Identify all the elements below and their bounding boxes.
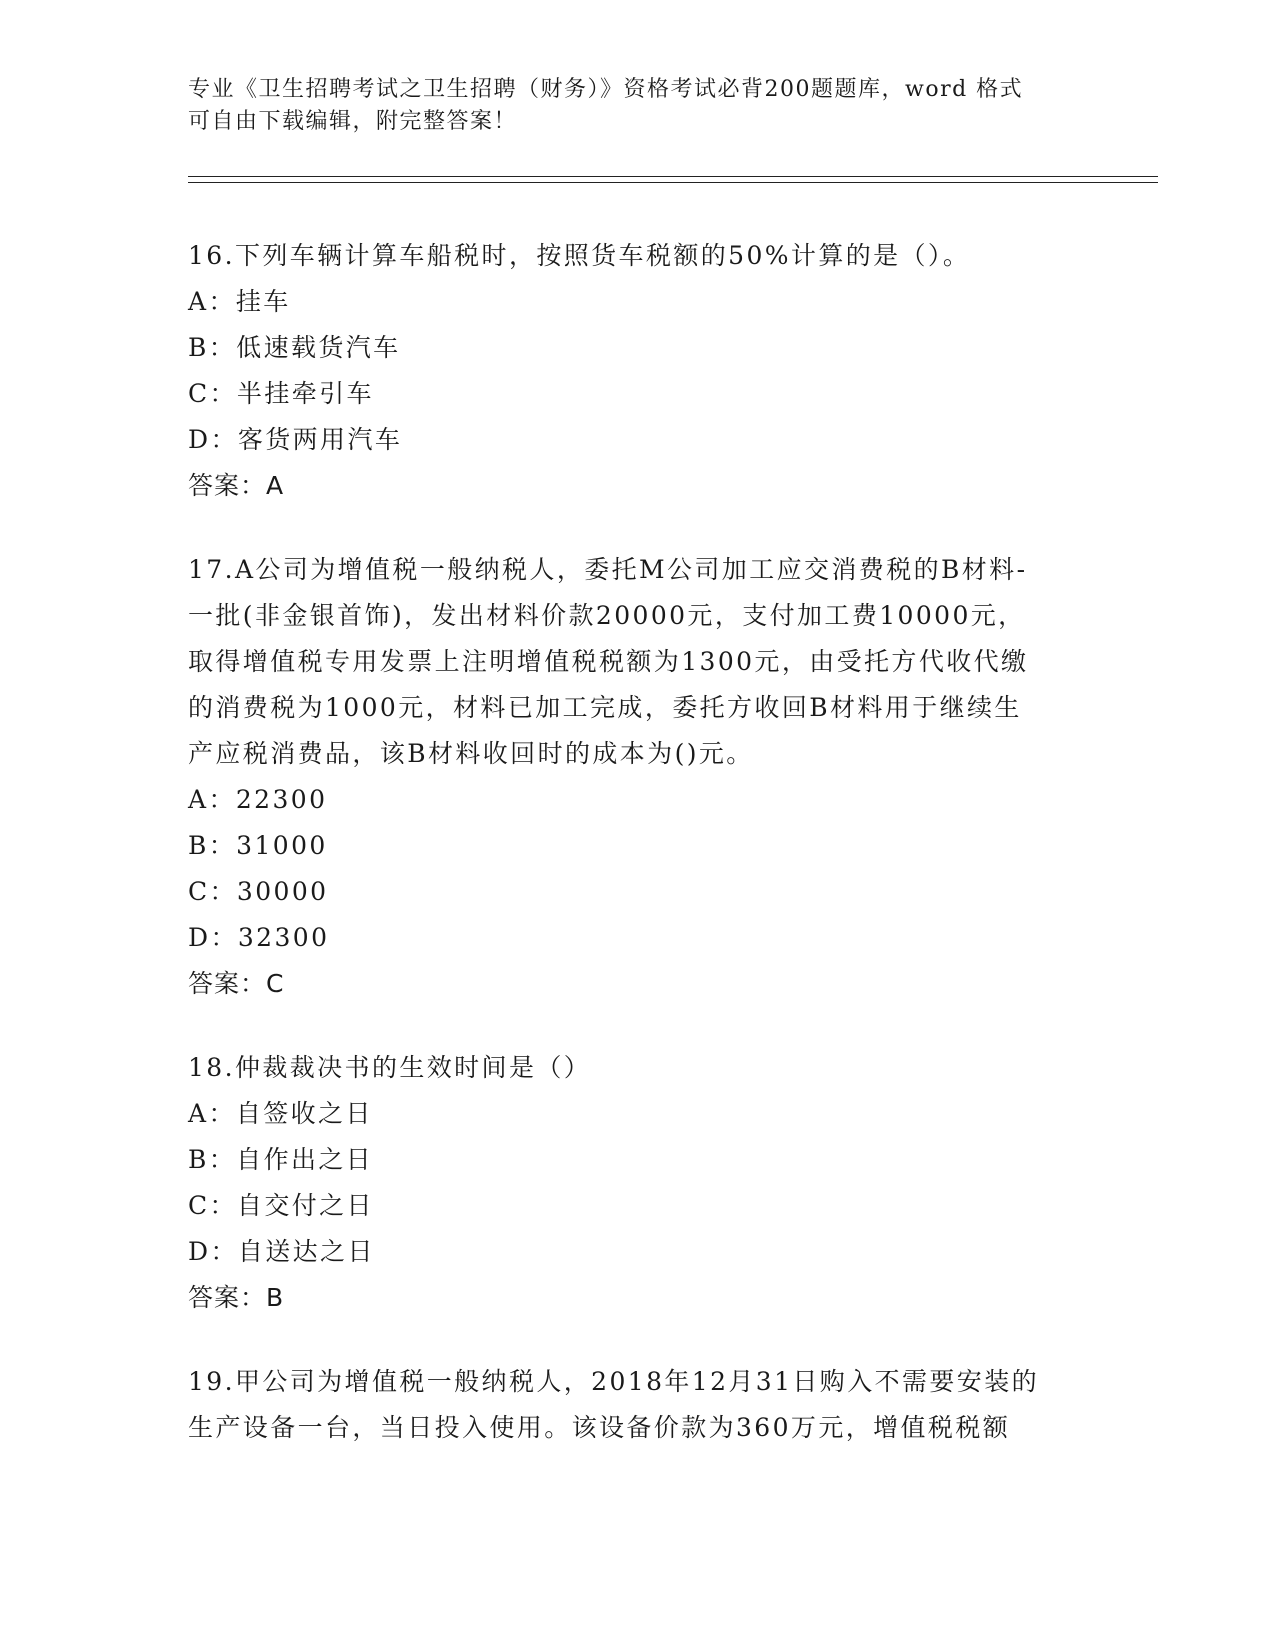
- stem-line: 取得增值税专用发票上注明增值税税额为1300元，由受托方代收代缴: [188, 647, 1029, 676]
- option-c: C：30000: [188, 877, 329, 906]
- question-stem: [188, 1359, 1088, 1451]
- stem-line: 一批(非金银首饰)，发出材料价款20000元，支付加工费10000元，: [188, 601, 1026, 630]
- question-list: [188, 233, 1088, 1489]
- question-18: [188, 1045, 1088, 1321]
- stem-line: 16.下列车辆计算车船税时，按照货车税额的50%计算的是（）。: [188, 241, 971, 270]
- question-16: [188, 233, 1088, 509]
- answer-line: 答案：A: [188, 471, 285, 500]
- option-c: C：自交付之日: [188, 1191, 374, 1220]
- stem-line: 生产设备一台，当日投入使用。该设备价款为360万元，增值税税额: [188, 1413, 1011, 1442]
- stem-line: 18.仲裁裁决书的生效时间是（）: [188, 1053, 592, 1082]
- question-stem: [188, 1045, 1088, 1091]
- option-b: B：自作出之日: [188, 1145, 374, 1174]
- option-b: B：31000: [188, 831, 328, 860]
- header-divider-bottom: [188, 182, 1158, 183]
- option-d: D：32300: [188, 923, 330, 952]
- stem-line: 的消费税为1000元，材料已加工完成，委托方收回B材料用于继续生: [188, 693, 1022, 722]
- option-a: A：挂车: [188, 287, 291, 316]
- option-d: D：客货两用汽车: [188, 425, 403, 454]
- header-divider-top: [188, 176, 1158, 177]
- option-a: A：22300: [188, 785, 328, 814]
- option-a: A：自签收之日: [188, 1099, 373, 1128]
- question-19: [188, 1359, 1088, 1451]
- option-c: C：半挂牵引车: [188, 379, 374, 408]
- answer-line: 答案：C: [188, 969, 285, 998]
- stem-line: 17.A公司为增值税一般纳税人，委托M公司加工应交消费税的B材料-: [188, 555, 1028, 584]
- answer-line: 答案：B: [188, 1283, 285, 1312]
- stem-line: 19.甲公司为增值税一般纳税人，2018年12月31日购入不需要安装的: [188, 1367, 1040, 1396]
- question-stem: [188, 233, 1088, 279]
- header-line-2: 可自由下载编辑，附完整答案！: [188, 109, 518, 134]
- document-header: [188, 74, 1068, 138]
- option-b: B：低速载货汽车: [188, 333, 401, 362]
- question-17: [188, 547, 1088, 1007]
- question-stem: [188, 547, 1088, 777]
- option-d: D：自送达之日: [188, 1237, 375, 1266]
- header-line-1: 专业《卫生招聘考试之卫生招聘（财务）》资格考试必背200题题库，word 格式: [188, 77, 1024, 102]
- stem-line: 产应税消费品，该B材料收回时的成本为()元。: [188, 739, 754, 768]
